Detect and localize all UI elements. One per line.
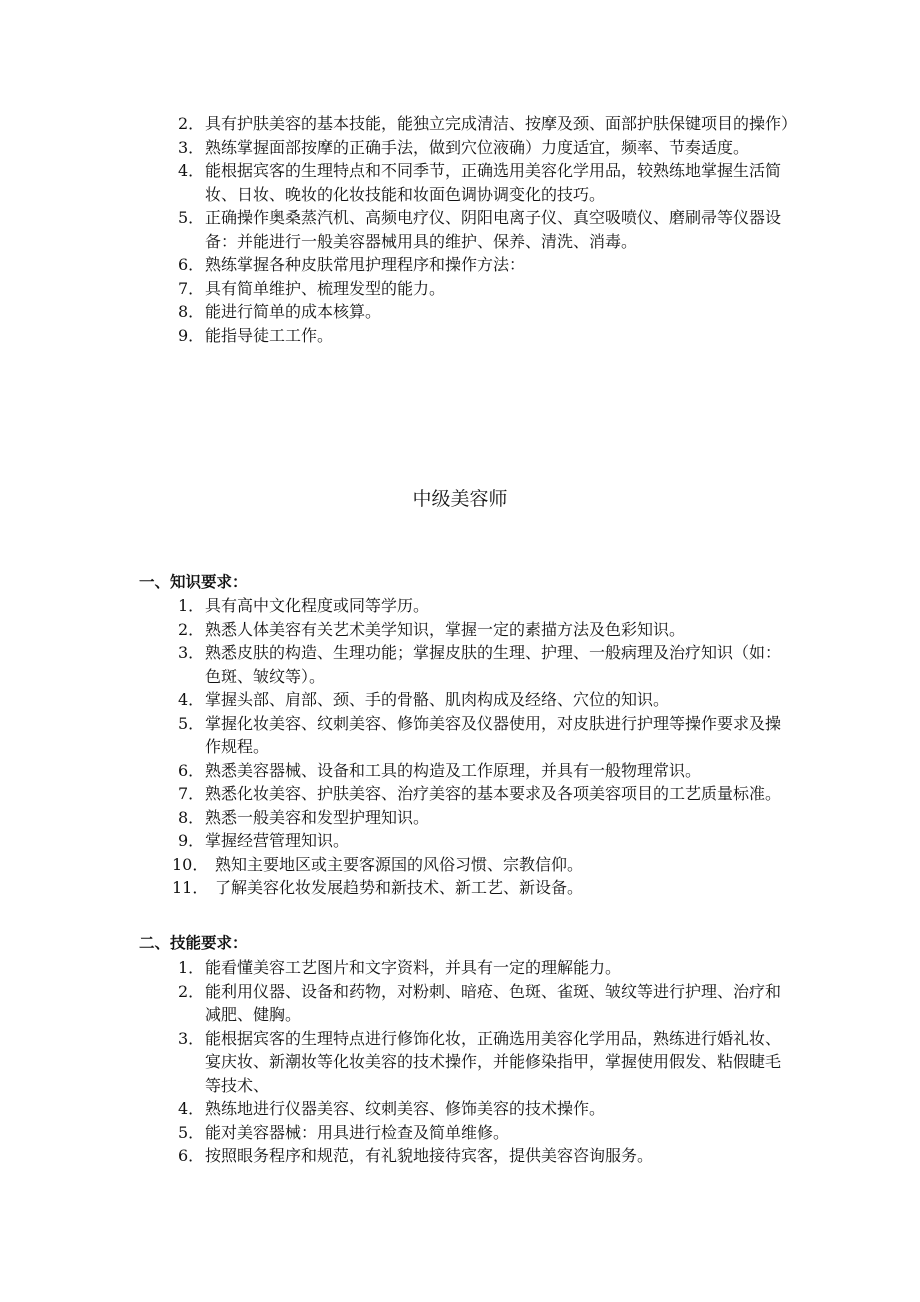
list-item <box>172 688 792 712</box>
item-text: 能进行简单的成本核算。 <box>205 302 382 321</box>
item-text: 具有护肤美容的基本技能，能独立完成清洁、按摩及颈、面部护肤保键项目的操作） <box>205 114 798 133</box>
list-item <box>172 641 792 688</box>
item-number: 6． <box>178 255 205 274</box>
list-item <box>172 324 792 348</box>
list-item <box>172 300 792 324</box>
list-item <box>172 853 792 877</box>
item-text: 熟悉人体美容有关艺术美学知识，掌握一定的素描方法及色彩知识。 <box>205 619 686 639</box>
item-number: 7． <box>178 784 205 803</box>
list-item <box>172 759 792 783</box>
list-item <box>172 112 798 136</box>
item-number: 5． <box>178 208 205 227</box>
item-number: 4． <box>178 690 205 709</box>
list-item <box>172 618 792 642</box>
skills-continued-list <box>172 112 798 347</box>
knowledge-list <box>172 594 792 900</box>
item-number: 7． <box>178 278 205 298</box>
item-text: 按照眼务程序和规范，有礼貌地接待宾客，提供美容咨询服务。 <box>205 1146 654 1165</box>
item-number: 3． <box>178 643 205 662</box>
item-text: 能指导徒工工作。 <box>205 325 334 345</box>
item-number: 6． <box>178 760 205 780</box>
item-text: 能对美容器械：用具进行检查及简单维修。 <box>205 1122 510 1142</box>
item-text: 正确操作奥桑蒸汽机、高频电疗仪、阴阳电离子仪、真空吸喷仪、磨刷帚等仪器设备：并能进行一般美容器械用具的维护、保养、清洗、消毒。 <box>205 208 782 251</box>
list-item <box>172 206 792 253</box>
item-text: 掌握化妆美容、纹刺美容、修饰美容及仪器使用，对皮肤进行护理等操作要求及操作规程。 <box>205 713 782 756</box>
item-number: 2． <box>178 981 205 1001</box>
item-number: 5． <box>178 713 205 733</box>
list-item <box>172 594 792 618</box>
item-text: 能根据宾客的生理特点进行修饰化妆，正确选用美容化学用品，熟练进行婚礼妆、宴庆妆、新潮妆等化妆美容的技术操作，并能修染指甲，掌握使用假发、粘假睫毛等技术、 <box>205 1028 782 1095</box>
item-text: 熟练地进行仪器美容、纹刺美容、修饰美容的技术操作。 <box>205 1099 606 1118</box>
section-title: 中级美容师 <box>412 488 508 510</box>
item-text: 熟悉美容器械、设备和工具的构造及工作原理，并具有一般物理常识。 <box>205 760 702 780</box>
item-text: 熟悉化妆美容、护肤美容、治疗美容的基本要求及各项美容项目的工艺质量标准。 <box>205 784 782 803</box>
list-item <box>172 1027 792 1098</box>
item-number: 10． <box>172 854 209 874</box>
list-item <box>172 277 792 301</box>
item-number: 8． <box>178 302 205 321</box>
item-text: 熟练掌握各种皮肤常甩护理程序和操作方法： <box>205 255 526 274</box>
item-number: 3． <box>178 137 205 157</box>
item-text: 掌握头部、肩部、颈、手的骨骼、肌肉构成及经络、穴位的知识。 <box>205 690 670 709</box>
knowledge-heading: 一、知识要求： <box>139 573 248 591</box>
list-item <box>172 782 792 806</box>
item-number: 3． <box>178 1028 205 1048</box>
item-text: 掌握经营管理知识。 <box>205 831 350 850</box>
item-number: 5． <box>178 1122 205 1142</box>
item-number: 8． <box>178 807 205 827</box>
item-number: 9． <box>178 831 205 850</box>
list-item <box>172 980 792 1027</box>
skills-list <box>172 956 792 1168</box>
item-text: 熟练掌握面部按摩的正确手法，做到穴位液确）力度适宜，频率、节奏适度。 <box>205 137 750 157</box>
list-item <box>172 253 792 277</box>
item-text: 具有高中文化程度或同等学历。 <box>205 596 430 615</box>
item-text: 了解美容化妆发展趋势和新技术、新工艺、新设备。 <box>215 878 584 897</box>
item-number: 2． <box>178 114 205 133</box>
list-item <box>172 1097 792 1121</box>
list-item <box>172 956 792 980</box>
list-item <box>172 1121 792 1145</box>
list-item <box>172 1144 792 1168</box>
item-text: 熟悉一般美容和发型护理知识。 <box>205 807 430 827</box>
item-number: 9． <box>178 325 205 345</box>
item-number: 1． <box>178 596 205 615</box>
skills-heading: 二、技能要求： <box>139 934 248 952</box>
list-item <box>172 136 792 160</box>
item-text: 熟知主要地区或主要客源国的风俗习惯、宗教信仰。 <box>215 854 584 874</box>
list-item <box>172 712 792 759</box>
item-number: 4． <box>178 1099 205 1118</box>
item-number: 6． <box>178 1146 205 1165</box>
item-number: 4． <box>178 161 205 180</box>
list-item <box>172 829 792 853</box>
item-text: 能利用仪器、设备和药物，对粉刺、暗疮、色斑、雀斑、皱纹等进行护理、治疗和减肥、健胸。 <box>205 981 782 1024</box>
list-item <box>172 159 792 206</box>
list-item <box>172 876 792 900</box>
item-text: 能根据宾客的生理特点和不同季节，正确选用美容化学用品，较熟练地掌握生活简妆、日妆、晚妆的化妆技能和妆面色调协调变化的技巧。 <box>205 161 782 204</box>
item-text: 熟悉皮肤的构造、生理功能；掌握皮肤的生理、护理、一般病理及治疗知识（如：色斑、皱纹等）。 <box>205 643 782 686</box>
item-text: 能看懂美容工艺图片和文字资料，并具有一定的理解能力。 <box>205 958 622 977</box>
item-number: 2． <box>178 619 205 639</box>
item-text: 具有简单维护、梳理发型的能力。 <box>205 278 446 298</box>
list-item <box>172 806 792 830</box>
item-number: 1． <box>178 958 205 977</box>
item-number: 11． <box>172 878 209 897</box>
